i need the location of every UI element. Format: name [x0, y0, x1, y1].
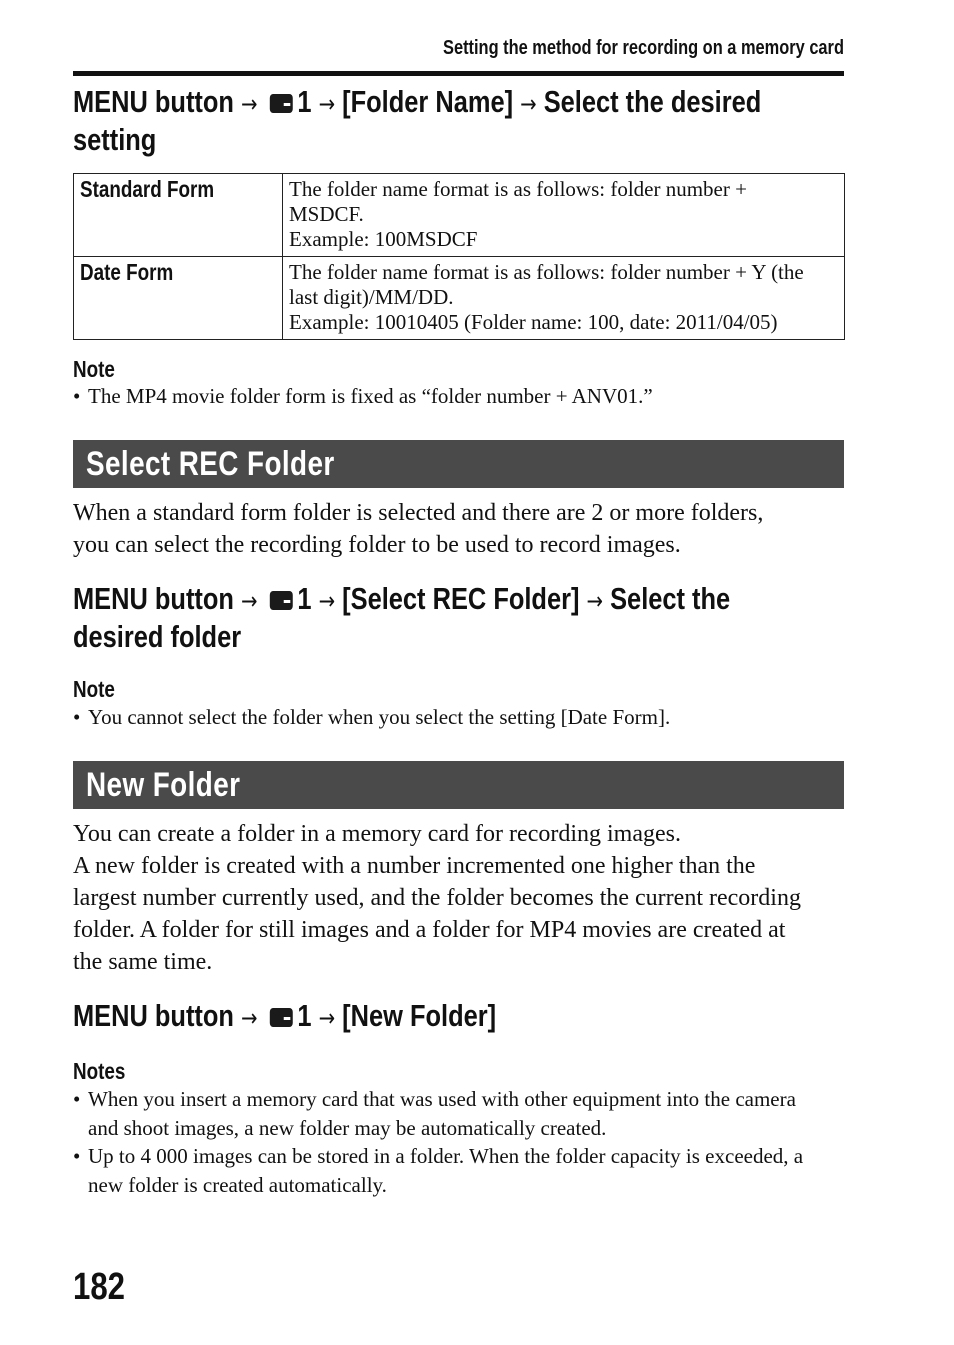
- menu-path-new-folder: [73, 998, 589, 1036]
- memory-card-icon: [270, 1008, 293, 1027]
- arrow-icon: →: [241, 1004, 258, 1032]
- table-key: Date Form: [80, 259, 174, 285]
- table-key-cell: [74, 174, 283, 257]
- running-header: Setting the method for recording on a memory card: [443, 37, 844, 59]
- table-row: [74, 174, 845, 257]
- note-item: [73, 1142, 848, 1200]
- arrow-icon: →: [318, 90, 336, 118]
- table-value-cell: [283, 257, 845, 340]
- paragraph-line: You can create a folder in a memory card for recording images.: [73, 821, 681, 847]
- table-value-line: Example: 100MSDCF: [289, 227, 478, 251]
- menu-path-line-1: [73, 581, 730, 619]
- arrow-icon: →: [318, 587, 336, 615]
- tab-number: 1: [297, 998, 312, 1033]
- table-value-line: last digit)/MM/DD.: [289, 285, 454, 309]
- menu-path-line-1: [73, 998, 496, 1036]
- note-item: [73, 703, 848, 732]
- menu-path-select-rec-folder: [73, 581, 874, 655]
- table-value-line: The folder name format is as follows: folder number +: [289, 177, 747, 201]
- arrow-icon: →: [586, 587, 604, 615]
- memory-card-icon: [270, 591, 293, 610]
- page-number: 182: [73, 1266, 125, 1308]
- note-line: and shoot images, a new folder may be automatically created.: [88, 1116, 607, 1140]
- section-title: New Folder: [86, 766, 241, 804]
- menu-action: Select the desired: [543, 84, 762, 119]
- notes-heading: Notes: [73, 1058, 126, 1084]
- section-bar-select-rec-folder: [73, 440, 844, 488]
- menu-item-folder-name: [Folder Name]: [342, 84, 514, 119]
- menu-button-label: MENU button: [73, 84, 234, 119]
- section-bar-new-folder: [73, 761, 844, 809]
- paragraph-line: folder. A folder for still images and a folder for MP4 movies are created at: [73, 917, 786, 943]
- paragraph-line: largest number currently used, and the folder becomes the current recording: [73, 885, 801, 911]
- note-line: Up to 4 000 images can be stored in a folder. When the folder capacity is exceeded, a: [88, 1144, 804, 1168]
- bullet-icon: •: [73, 1144, 81, 1168]
- arrow-icon: →: [241, 90, 258, 118]
- note-line: When you insert a memory card that was used with other equipment into the camera: [88, 1087, 796, 1111]
- note-heading: Note: [73, 356, 115, 382]
- table-value-line: Example: 10010405 (Folder name: 100, date: 2011/04/05): [289, 310, 778, 334]
- table-row: [74, 257, 845, 340]
- note-line: new folder is created automatically.: [88, 1173, 387, 1197]
- menu-action: Select the: [610, 581, 731, 616]
- menu-button-label: MENU button: [73, 581, 234, 616]
- folder-format-table: [73, 173, 845, 340]
- bullet-icon: •: [73, 705, 81, 729]
- note-heading: Note: [73, 676, 115, 702]
- section-paragraph: [73, 818, 848, 978]
- menu-action-continued: desired folder: [73, 619, 242, 654]
- bullet-icon: •: [73, 1087, 81, 1111]
- paragraph-line: the same time.: [73, 949, 213, 975]
- menu-button-label: MENU button: [73, 998, 234, 1033]
- arrow-icon: →: [520, 90, 537, 118]
- header-rule: [73, 71, 844, 76]
- menu-path-line-1: [73, 84, 761, 122]
- note-text: You cannot select the folder when you select the setting [Date Form].: [88, 705, 671, 729]
- menu-action-continued: setting: [73, 122, 157, 157]
- note-item: [73, 1085, 848, 1143]
- arrow-icon: →: [241, 587, 258, 615]
- section-title: Select REC Folder: [86, 445, 335, 483]
- table-value-line: The folder name format is as follows: folder number + Y (the: [289, 260, 804, 284]
- tab-number: 1: [297, 581, 312, 616]
- arrow-icon: →: [318, 1004, 336, 1032]
- section-paragraph: [73, 497, 848, 561]
- menu-item-select-rec-folder: [Select REC Folder]: [342, 581, 580, 616]
- paragraph-line: you can select the recording folder to be used to record images.: [73, 532, 681, 558]
- table-key-cell: [74, 257, 283, 340]
- note-text: [73, 1142, 848, 1200]
- paragraph-line: A new folder is created with a number incremented one higher than the: [73, 853, 756, 879]
- table-value-line: MSDCF.: [289, 202, 364, 226]
- tab-number: 1: [297, 84, 312, 119]
- paragraph-line: When a standard form folder is selected and there are 2 or more folders,: [73, 500, 764, 526]
- table-key: Standard Form: [80, 176, 215, 202]
- menu-path-folder-name: [73, 84, 912, 158]
- note-text: [73, 1085, 848, 1143]
- bullet-icon: •: [73, 384, 81, 408]
- note-item: [73, 382, 848, 411]
- memory-card-icon: [270, 94, 293, 113]
- menu-item-new-folder: [New Folder]: [342, 998, 497, 1033]
- table-value-cell: [283, 174, 845, 257]
- note-text: The MP4 movie folder form is fixed as “folder number + ANV01.”: [88, 384, 653, 408]
